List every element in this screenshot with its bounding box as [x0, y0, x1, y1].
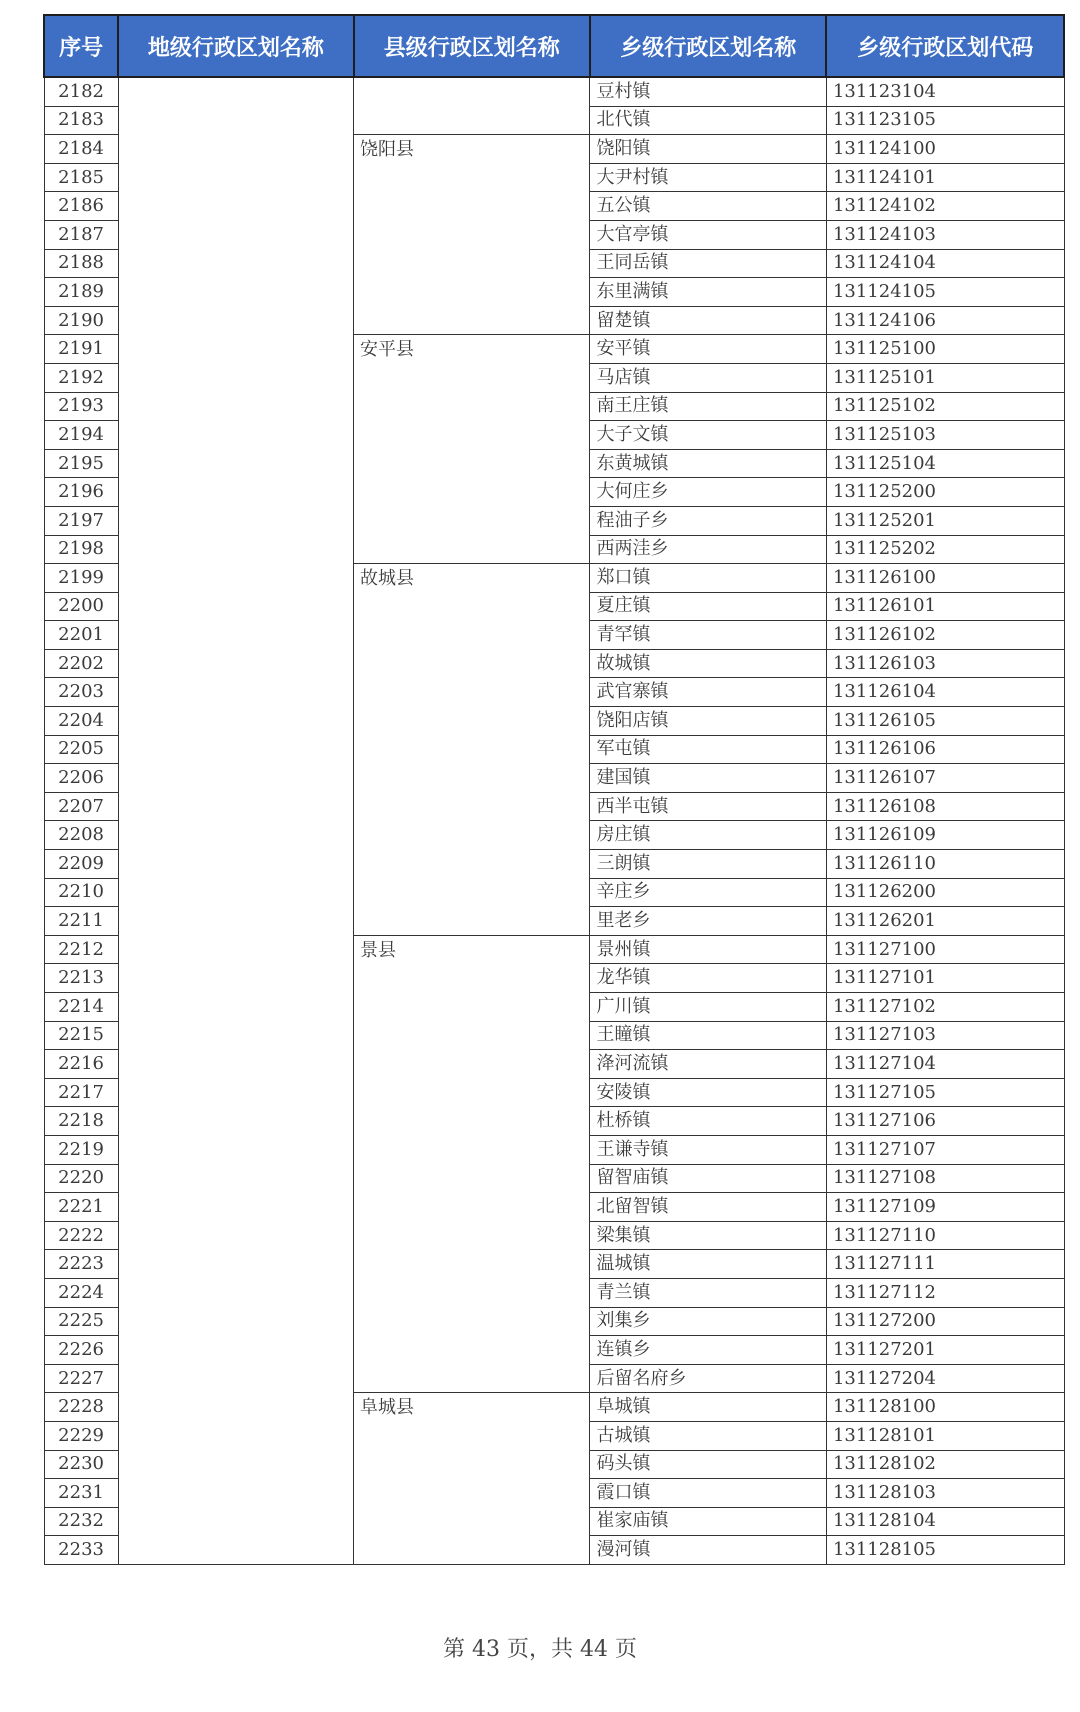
- seq-cell: 2227: [44, 1364, 118, 1393]
- seq-cell: 2230: [44, 1450, 118, 1479]
- seq-cell: 2211: [44, 907, 118, 936]
- town-name-cell: 西两洼乡: [590, 535, 826, 564]
- town-code-cell: 131127104: [826, 1050, 1064, 1079]
- town-name-cell: 东里满镇: [590, 278, 826, 307]
- seq-cell: 2231: [44, 1479, 118, 1508]
- town-code-cell: 131124103: [826, 220, 1064, 249]
- town-code-cell: 131124100: [826, 135, 1064, 164]
- seq-cell: 2207: [44, 792, 118, 821]
- seq-cell: 2217: [44, 1078, 118, 1107]
- town-name-cell: 夏庄镇: [590, 592, 826, 621]
- seq-cell: 2194: [44, 421, 118, 450]
- town-name-cell: 北代镇: [590, 106, 826, 135]
- town-code-cell: 131127105: [826, 1078, 1064, 1107]
- town-name-cell: 码头镇: [590, 1450, 826, 1479]
- seq-cell: 2232: [44, 1507, 118, 1536]
- town-code-cell: 131124101: [826, 163, 1064, 192]
- seq-cell: 2204: [44, 707, 118, 736]
- town-code-cell: 131126108: [826, 792, 1064, 821]
- town-code-cell: 131125200: [826, 478, 1064, 507]
- seq-cell: 2193: [44, 392, 118, 421]
- county-name-cell: 故城县: [354, 564, 590, 936]
- town-name-cell: 郑口镇: [590, 564, 826, 593]
- seq-cell: 2197: [44, 506, 118, 535]
- town-name-cell: 安平镇: [590, 335, 826, 364]
- town-code-cell: 131126200: [826, 878, 1064, 907]
- town-name-cell: 刘集乡: [590, 1307, 826, 1336]
- town-name-cell: 东黄城镇: [590, 449, 826, 478]
- seq-cell: 2216: [44, 1050, 118, 1079]
- town-code-cell: 131127101: [826, 964, 1064, 993]
- seq-cell: 2202: [44, 649, 118, 678]
- town-code-cell: 131127108: [826, 1164, 1064, 1193]
- town-code-cell: 131125202: [826, 535, 1064, 564]
- header-town-name: 乡级行政区划名称: [590, 15, 826, 77]
- town-name-cell: 武官寨镇: [590, 678, 826, 707]
- seq-cell: 2198: [44, 535, 118, 564]
- town-code-cell: 131124106: [826, 306, 1064, 335]
- seq-cell: 2229: [44, 1421, 118, 1450]
- seq-cell: 2214: [44, 993, 118, 1022]
- town-code-cell: 131125102: [826, 392, 1064, 421]
- town-code-cell: 131126103: [826, 649, 1064, 678]
- town-name-cell: 南王庄镇: [590, 392, 826, 421]
- seq-cell: 2185: [44, 163, 118, 192]
- town-code-cell: 131126104: [826, 678, 1064, 707]
- town-name-cell: 漫河镇: [590, 1536, 826, 1565]
- seq-cell: 2218: [44, 1107, 118, 1136]
- town-name-cell: 留智庙镇: [590, 1164, 826, 1193]
- town-code-cell: 131126109: [826, 821, 1064, 850]
- town-name-cell: 温城镇: [590, 1250, 826, 1279]
- county-name-cell: [354, 77, 590, 135]
- town-code-cell: 131127204: [826, 1364, 1064, 1393]
- seq-cell: 2200: [44, 592, 118, 621]
- town-name-cell: 豆村镇: [590, 77, 826, 106]
- town-code-cell: 131126100: [826, 564, 1064, 593]
- town-name-cell: 龙华镇: [590, 964, 826, 993]
- header-city-name: 地级行政区划名称: [118, 15, 353, 77]
- town-code-cell: 131128105: [826, 1536, 1064, 1565]
- seq-cell: 2222: [44, 1221, 118, 1250]
- town-code-cell: 131127107: [826, 1135, 1064, 1164]
- town-name-cell: 大尹村镇: [590, 163, 826, 192]
- town-code-cell: 131126101: [826, 592, 1064, 621]
- town-name-cell: 大何庄乡: [590, 478, 826, 507]
- table-body: [44, 77, 1064, 1564]
- town-code-cell: 131123104: [826, 77, 1064, 106]
- seq-cell: 2195: [44, 449, 118, 478]
- town-name-cell: 大子文镇: [590, 421, 826, 450]
- town-code-cell: 131128100: [826, 1393, 1064, 1422]
- seq-cell: 2184: [44, 135, 118, 164]
- seq-cell: 2228: [44, 1393, 118, 1422]
- seq-cell: 2226: [44, 1336, 118, 1365]
- seq-cell: 2192: [44, 363, 118, 392]
- seq-cell: 2186: [44, 192, 118, 221]
- town-name-cell: 洚河流镇: [590, 1050, 826, 1079]
- town-code-cell: 131125103: [826, 421, 1064, 450]
- town-name-cell: 崔家庙镇: [590, 1507, 826, 1536]
- town-name-cell: 三朗镇: [590, 850, 826, 879]
- town-name-cell: 王谦寺镇: [590, 1135, 826, 1164]
- town-name-cell: 后留名府乡: [590, 1364, 826, 1393]
- town-code-cell: 131126102: [826, 621, 1064, 650]
- seq-cell: 2199: [44, 564, 118, 593]
- town-code-cell: 131127110: [826, 1221, 1064, 1250]
- seq-cell: 2213: [44, 964, 118, 993]
- town-name-cell: 留楚镇: [590, 306, 826, 335]
- town-name-cell: 建国镇: [590, 764, 826, 793]
- town-name-cell: 五公镇: [590, 192, 826, 221]
- header-county-name: 县级行政区划名称: [354, 15, 590, 77]
- seq-cell: 2203: [44, 678, 118, 707]
- town-name-cell: 王同岳镇: [590, 249, 826, 278]
- town-code-cell: 131127102: [826, 993, 1064, 1022]
- town-code-cell: 131128101: [826, 1421, 1064, 1450]
- town-name-cell: 广川镇: [590, 993, 826, 1022]
- town-code-cell: 131127201: [826, 1336, 1064, 1365]
- town-name-cell: 故城镇: [590, 649, 826, 678]
- town-name-cell: 马店镇: [590, 363, 826, 392]
- town-name-cell: 阜城镇: [590, 1393, 826, 1422]
- town-code-cell: 131127112: [826, 1278, 1064, 1307]
- town-name-cell: 古城镇: [590, 1421, 826, 1450]
- town-name-cell: 军屯镇: [590, 735, 826, 764]
- town-name-cell: 杜桥镇: [590, 1107, 826, 1136]
- town-name-cell: 连镇乡: [590, 1336, 826, 1365]
- seq-cell: 2221: [44, 1193, 118, 1222]
- seq-cell: 2187: [44, 220, 118, 249]
- town-name-cell: 北留智镇: [590, 1193, 826, 1222]
- county-name-cell: 阜城县: [354, 1393, 590, 1565]
- town-code-cell: 131126107: [826, 764, 1064, 793]
- seq-cell: 2219: [44, 1135, 118, 1164]
- seq-cell: 2188: [44, 249, 118, 278]
- town-code-cell: 131128103: [826, 1479, 1064, 1508]
- town-code-cell: 131127200: [826, 1307, 1064, 1336]
- town-code-cell: 131127100: [826, 935, 1064, 964]
- town-code-cell: 131127103: [826, 1021, 1064, 1050]
- seq-cell: 2190: [44, 306, 118, 335]
- seq-cell: 2208: [44, 821, 118, 850]
- county-name-cell: 饶阳县: [354, 135, 590, 335]
- town-name-cell: 安陵镇: [590, 1078, 826, 1107]
- town-name-cell: 饶阳镇: [590, 135, 826, 164]
- town-code-cell: 131128102: [826, 1450, 1064, 1479]
- town-name-cell: 里老乡: [590, 907, 826, 936]
- header-seq: 序号: [44, 15, 118, 77]
- town-name-cell: 大官亭镇: [590, 220, 826, 249]
- seq-cell: 2223: [44, 1250, 118, 1279]
- town-name-cell: 西半屯镇: [590, 792, 826, 821]
- admin-division-table: [43, 14, 1065, 1565]
- seq-cell: 2215: [44, 1021, 118, 1050]
- seq-cell: 2224: [44, 1278, 118, 1307]
- seq-cell: 2225: [44, 1307, 118, 1336]
- town-code-cell: 131125100: [826, 335, 1064, 364]
- town-code-cell: 131128104: [826, 1507, 1064, 1536]
- town-name-cell: 梁集镇: [590, 1221, 826, 1250]
- seq-cell: 2191: [44, 335, 118, 364]
- town-code-cell: 131124105: [826, 278, 1064, 307]
- city-name-cell: [118, 77, 353, 1564]
- town-name-cell: 王瞳镇: [590, 1021, 826, 1050]
- seq-cell: 2196: [44, 478, 118, 507]
- town-code-cell: 131125104: [826, 449, 1064, 478]
- town-code-cell: 131126110: [826, 850, 1064, 879]
- page-number: 第 43 页，共 44 页: [443, 1637, 637, 1662]
- seq-cell: 2233: [44, 1536, 118, 1565]
- seq-cell: 2212: [44, 935, 118, 964]
- town-code-cell: 131127106: [826, 1107, 1064, 1136]
- town-code-cell: 131124104: [826, 249, 1064, 278]
- town-code-cell: 131126106: [826, 735, 1064, 764]
- town-name-cell: 房庄镇: [590, 821, 826, 850]
- town-name-cell: 程油子乡: [590, 506, 826, 535]
- seq-cell: 2205: [44, 735, 118, 764]
- table-row: [44, 77, 1064, 106]
- county-name-cell: 安平县: [354, 335, 590, 564]
- seq-cell: 2210: [44, 878, 118, 907]
- town-name-cell: 霞口镇: [590, 1479, 826, 1508]
- town-code-cell: 131127111: [826, 1250, 1064, 1279]
- seq-cell: 2189: [44, 278, 118, 307]
- seq-cell: 2220: [44, 1164, 118, 1193]
- town-code-cell: 131125201: [826, 506, 1064, 535]
- town-name-cell: 青兰镇: [590, 1278, 826, 1307]
- seq-cell: 2182: [44, 77, 118, 106]
- town-code-cell: 131125101: [826, 363, 1064, 392]
- seq-cell: 2183: [44, 106, 118, 135]
- town-code-cell: 131126201: [826, 907, 1064, 936]
- header-town-code: 乡级行政区划代码: [826, 15, 1064, 77]
- table-header-row: [44, 15, 1064, 77]
- town-name-cell: 青罕镇: [590, 621, 826, 650]
- seq-cell: 2206: [44, 764, 118, 793]
- seq-cell: 2209: [44, 850, 118, 879]
- seq-cell: 2201: [44, 621, 118, 650]
- town-code-cell: 131126105: [826, 707, 1064, 736]
- town-name-cell: 饶阳店镇: [590, 707, 826, 736]
- town-code-cell: 131127109: [826, 1193, 1064, 1222]
- town-name-cell: 景州镇: [590, 935, 826, 964]
- county-name-cell: 景县: [354, 935, 590, 1393]
- town-code-cell: 131124102: [826, 192, 1064, 221]
- town-name-cell: 辛庄乡: [590, 878, 826, 907]
- town-code-cell: 131123105: [826, 106, 1064, 135]
